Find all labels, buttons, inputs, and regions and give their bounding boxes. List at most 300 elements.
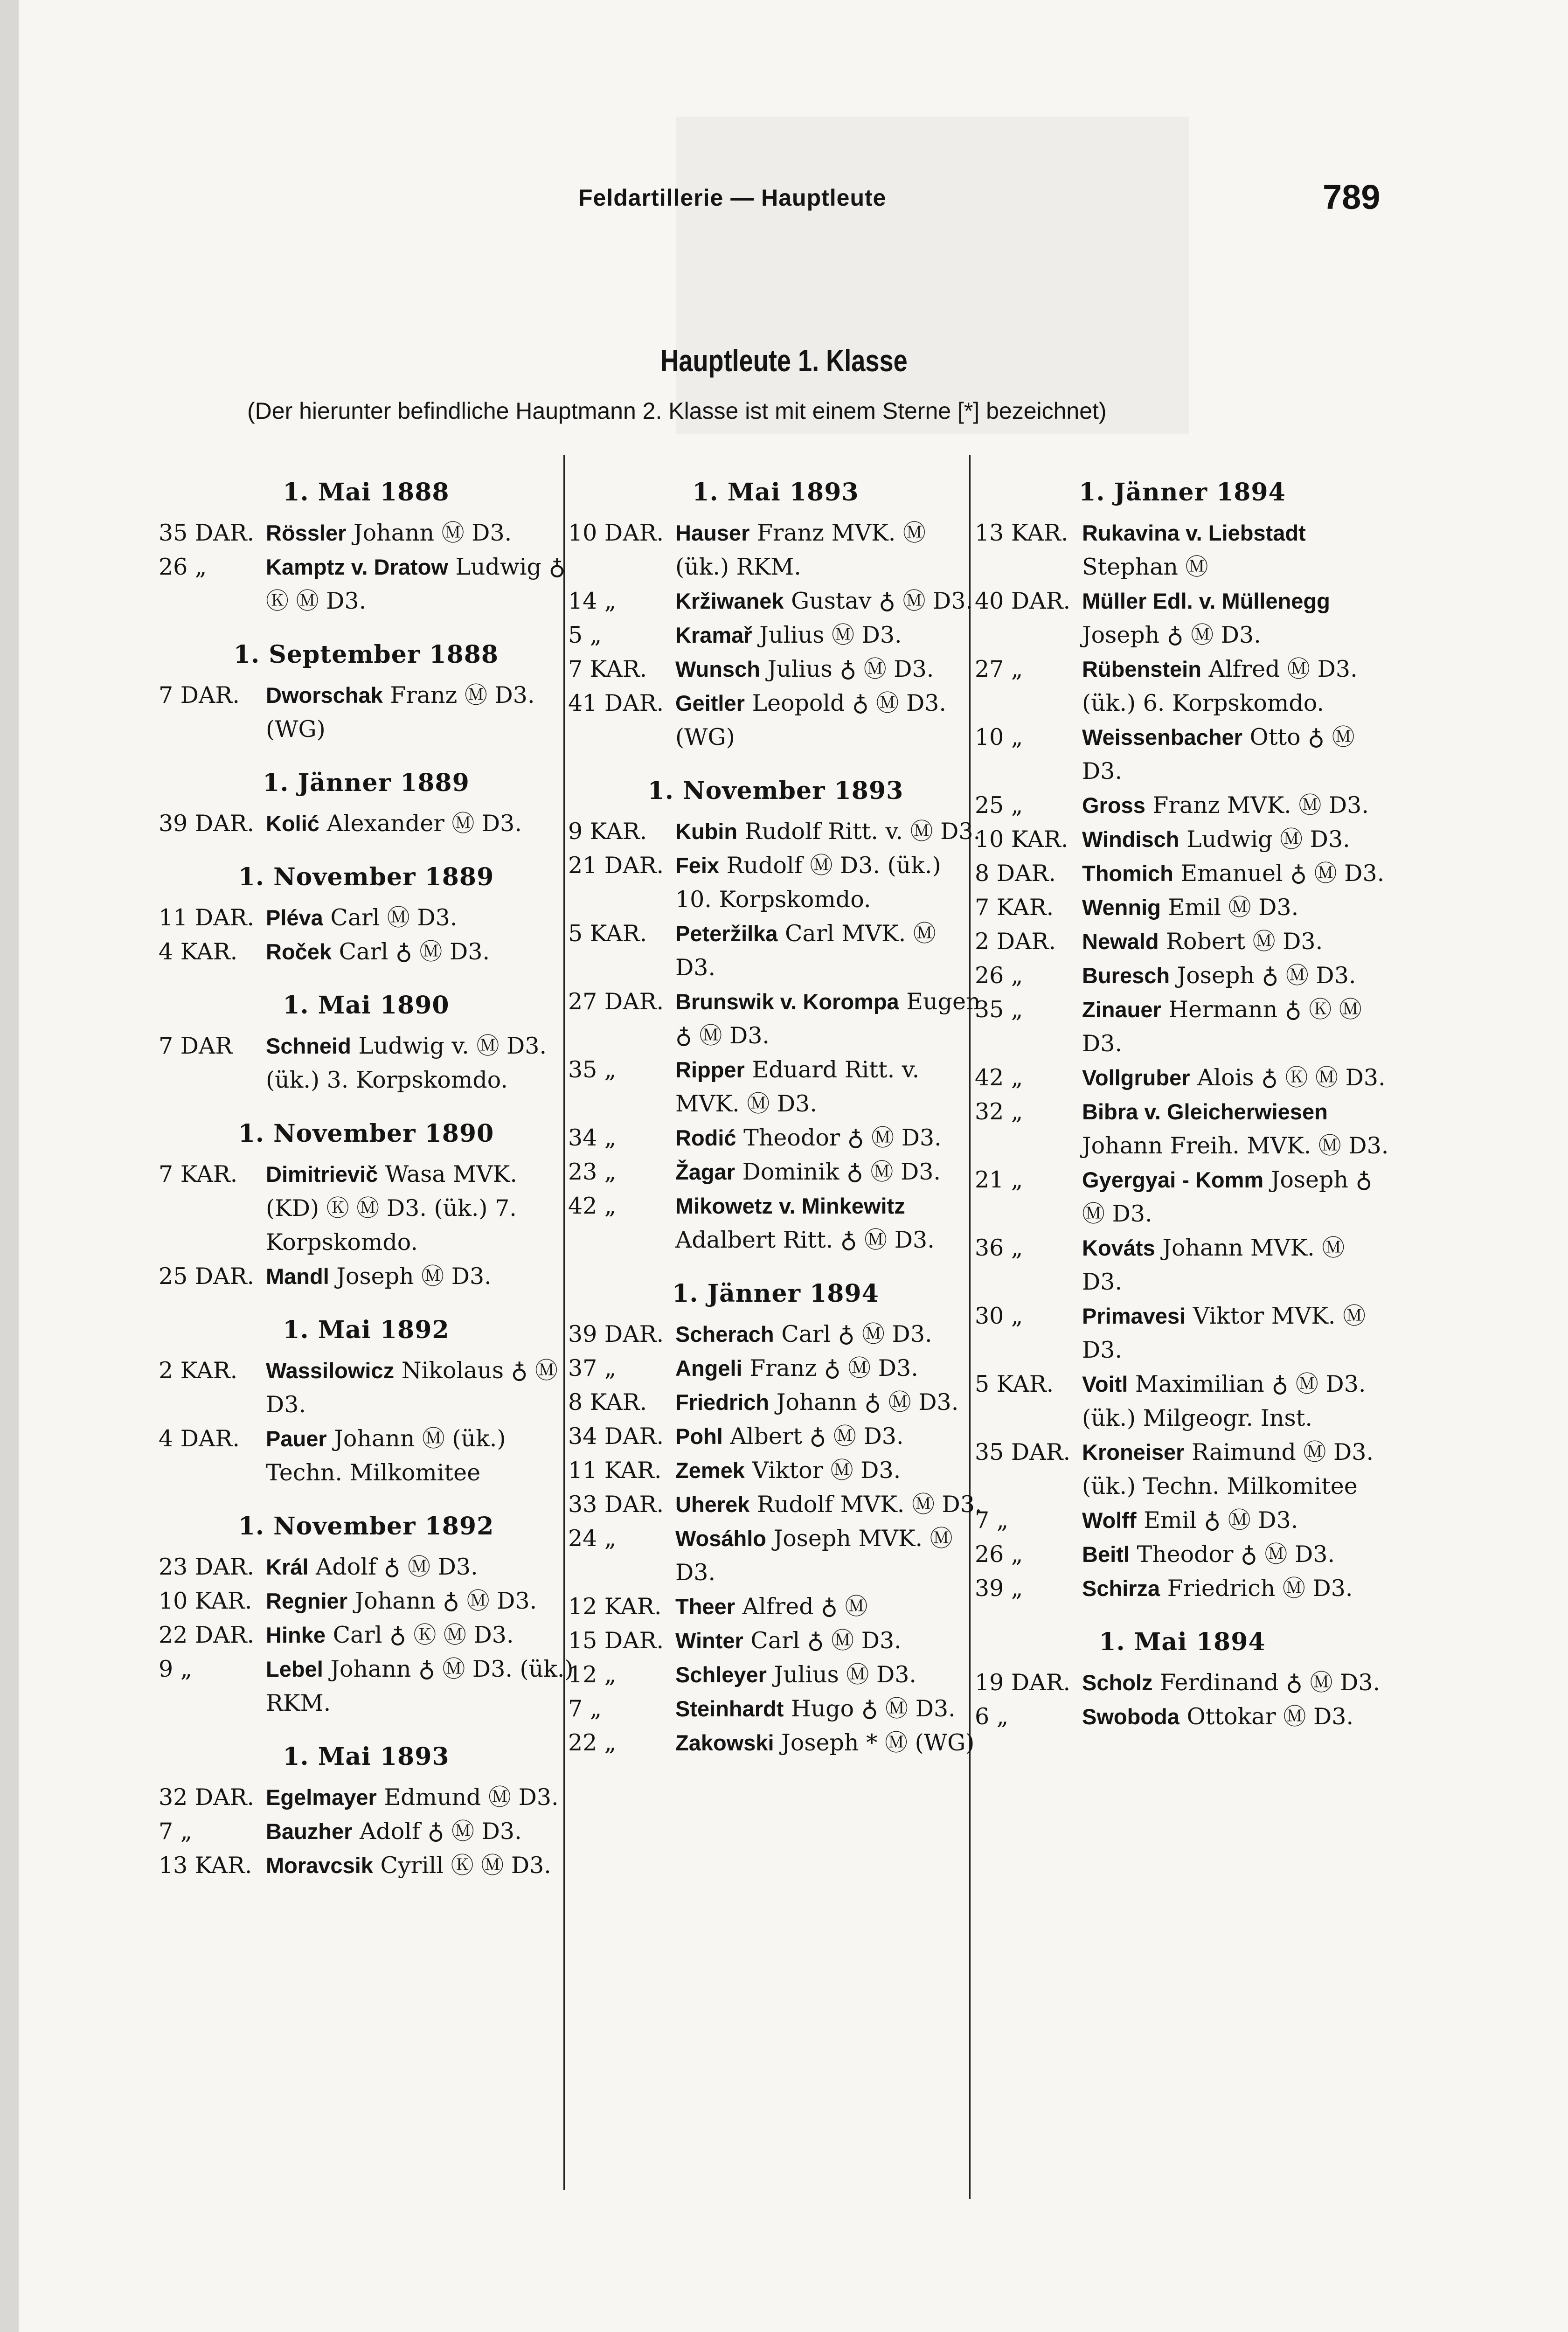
officer-entry (159, 1029, 574, 1097)
regiment-number: 12 KAR. (568, 1593, 662, 1620)
officer-surname: Buresch (1082, 963, 1170, 988)
officer-surname: Kroneiser (1082, 1440, 1185, 1464)
officer-entry (975, 516, 1390, 584)
officer-entry (568, 1155, 983, 1189)
officer-surname: Rössler (266, 521, 347, 545)
regiment-number: 40 DAR. (975, 588, 1071, 614)
officer-entry (975, 1061, 1390, 1095)
officer-details: Alfred Ⓜ D3. (ük.) 6. Korpskomdo. (1082, 656, 1358, 716)
date-heading: 1. Mai 1893 (692, 478, 859, 507)
officer-entry (975, 1503, 1390, 1537)
officer-details: Theodor ♁ Ⓜ D3. (1137, 1541, 1335, 1568)
officer-surname: Kamptz v. Dratow (266, 555, 448, 579)
officer-text (1082, 1503, 1390, 1537)
officer-details: Ludwig ♁ Ⓚ Ⓜ D3. (266, 554, 566, 614)
officer-surname: Theer (675, 1594, 735, 1619)
officer-surname: Gross (1082, 793, 1145, 818)
officer-text (675, 1121, 983, 1155)
officer-text (266, 1652, 574, 1720)
officer-entry (159, 935, 574, 969)
regiment-number: 10 „ (975, 724, 1023, 750)
officer-details: Joseph ♁ Ⓜ D3. (1082, 622, 1261, 648)
officer-surname: Wosáhlo (675, 1526, 766, 1551)
officer-surname: Peteržilka (675, 921, 778, 946)
officer-text (675, 1419, 983, 1453)
regiment-number: 7 „ (568, 1695, 602, 1722)
officer-surname: Král (266, 1555, 309, 1579)
officer-details: Carl MVK. Ⓜ D3. (675, 920, 936, 981)
officer-entry (159, 1259, 574, 1293)
regiment-number: 39 „ (975, 1575, 1023, 1602)
officer-text (675, 516, 983, 584)
officer-text (1082, 924, 1390, 958)
officer-text (1082, 890, 1390, 924)
officer-text (675, 814, 983, 848)
officer-details: Carl Ⓜ D3. (330, 904, 458, 931)
officer-surname: Bauzher (266, 1819, 353, 1844)
officer-surname: Newald (1082, 929, 1159, 954)
officer-text (1082, 1435, 1390, 1503)
officer-entry (975, 1231, 1390, 1299)
officer-details: Julius Ⓜ D3. (774, 1661, 916, 1688)
officer-text (1082, 1299, 1390, 1367)
officer-entry (975, 856, 1390, 890)
officer-surname: Wassilowicz (266, 1358, 395, 1383)
regiment-number: 24 „ (568, 1525, 617, 1552)
officer-details: Joseph Ⓜ D3. (336, 1263, 492, 1290)
officer-text (266, 678, 574, 746)
regiment-number: 8 DAR. (975, 860, 1056, 887)
officer-details: Gustav ♁ Ⓜ D3. (791, 588, 973, 614)
officer-details: Johann Freih. MVK. Ⓜ D3. (1082, 1132, 1389, 1159)
officer-entry (568, 618, 983, 652)
officer-surname: Dworschak (266, 683, 383, 708)
officer-text (1082, 1571, 1390, 1605)
date-heading: 1. Mai 1888 (283, 478, 450, 507)
officer-surname: Zemek (675, 1458, 745, 1483)
officer-surname: Kolić (266, 811, 319, 836)
officer-surname: Schleyer (675, 1662, 767, 1687)
regiment-number: 8 KAR. (568, 1389, 647, 1416)
officer-entry (975, 992, 1390, 1061)
officer-details: Johann Ⓜ D3. (354, 520, 512, 546)
officer-details: Joseph ♁ Ⓜ D3. (1082, 1166, 1373, 1227)
officer-text (266, 550, 574, 618)
officer-surname: Hauser (675, 521, 750, 545)
officer-surname: Wunsch (675, 657, 760, 681)
officer-text (266, 1848, 574, 1882)
regiment-number: 15 DAR. (568, 1627, 664, 1654)
officer-text (675, 1658, 983, 1692)
regiment-number: 10 KAR. (159, 1588, 252, 1614)
officer-entry (159, 1652, 574, 1720)
officer-details: Johann ♁ Ⓜ D3. (ük.) RKM. (266, 1656, 574, 1716)
regiment-number: 35 „ (975, 996, 1023, 1023)
officer-surname: Windisch (1082, 827, 1179, 852)
regiment-number: 7 DAR (159, 1033, 233, 1059)
date-heading: 1. November 1893 (647, 777, 904, 805)
officer-entry (568, 1624, 983, 1658)
officer-entry (975, 788, 1390, 822)
officer-entry (975, 924, 1390, 958)
officer-surname: Hinke (266, 1623, 326, 1647)
regiment-number: 13 KAR. (159, 1852, 252, 1879)
regiment-number: 22 DAR. (159, 1622, 255, 1648)
officer-entry (568, 1351, 983, 1385)
officer-details: Ludwig Ⓜ D3. (1186, 826, 1350, 853)
officer-surname: Kováts (1082, 1235, 1155, 1260)
officer-entry (975, 958, 1390, 992)
officer-entry (568, 686, 983, 754)
officer-entry (159, 1848, 574, 1882)
officer-text (675, 1521, 983, 1589)
date-heading: 1. Jänner 1894 (1079, 478, 1286, 507)
regiment-number: 5 KAR. (975, 1371, 1054, 1397)
officer-text (675, 1487, 983, 1521)
officer-surname: Zakowski (675, 1730, 774, 1755)
officer-details: Adolf ♁ Ⓜ D3. (360, 1818, 522, 1845)
officer-entry (568, 1658, 983, 1692)
officer-surname: Geitler (675, 691, 745, 715)
officer-details: Eduard Ritt. v. MVK. Ⓜ D3. (675, 1056, 920, 1117)
officer-surname: Lebel (266, 1657, 323, 1681)
officer-entry (975, 584, 1390, 652)
column-2 (568, 478, 983, 1760)
section-title: Hauptleute 1. Klasse (660, 343, 908, 378)
officer-text (266, 806, 574, 840)
regiment-number: 32 „ (975, 1098, 1023, 1125)
officer-surname: Angeli (675, 1356, 742, 1381)
officer-text (675, 1155, 983, 1189)
date-heading: 1. September 1888 (233, 640, 499, 669)
officer-details: Raimund Ⓜ D3. (ük.) Techn. Milkomitee (1082, 1439, 1374, 1499)
officer-surname: Schneid (266, 1034, 351, 1058)
regiment-number: 22 „ (568, 1729, 617, 1756)
officer-details: Johann ♁ Ⓜ D3. (354, 1588, 537, 1614)
officer-surname: Pauer (266, 1426, 327, 1451)
regiment-number: 34 „ (568, 1124, 617, 1151)
officer-text (1082, 1367, 1390, 1435)
officer-entry (568, 1385, 983, 1419)
regiment-number: 39 DAR. (159, 810, 255, 837)
officer-surname: Winter (675, 1628, 743, 1653)
officer-surname: Mikowetz v. Minkewitz (675, 1194, 905, 1218)
officer-text (1082, 992, 1390, 1061)
regiment-number: 9 KAR. (568, 818, 647, 845)
officer-details: Wasa MVK. (KD) Ⓚ Ⓜ D3. (ük.) 7. Korpskomdo. (266, 1161, 517, 1256)
officer-entry (159, 1422, 574, 1490)
regiment-number: 35 „ (568, 1056, 617, 1083)
officer-details: Albert ♁ Ⓜ D3. (730, 1423, 904, 1450)
officer-surname: Swoboda (1082, 1704, 1179, 1729)
officer-surname: Pohl (675, 1424, 723, 1449)
regiment-number: 25 „ (975, 792, 1023, 819)
officer-surname: Friedrich (675, 1390, 770, 1415)
officer-details: Carl ♁ Ⓜ D3. (339, 938, 490, 965)
regiment-number: 10 DAR. (568, 520, 664, 546)
regiment-number: 6 „ (975, 1703, 1009, 1730)
officer-entry (568, 1121, 983, 1155)
officer-details: Ferdinand ♁ Ⓜ D3. (1160, 1669, 1381, 1696)
officer-details: Alois ♁ Ⓚ Ⓜ D3. (1197, 1064, 1386, 1091)
officer-surname: Roček (266, 939, 332, 964)
officer-entry (568, 1053, 983, 1121)
officer-surname: Steinhardt (675, 1696, 784, 1721)
officer-text (675, 1317, 983, 1351)
date-heading: 1. Jänner 1889 (263, 769, 470, 797)
officer-entry (568, 1419, 983, 1453)
officer-text (266, 1550, 574, 1584)
officer-details: Johann Ⓜ (ük.) Techn. Milkomitee (266, 1425, 506, 1486)
regiment-number: 7 „ (159, 1818, 193, 1845)
officer-entry (159, 1550, 574, 1584)
officer-details: Maximilian ♁ Ⓜ D3. (ük.) Milgeogr. Inst. (1082, 1371, 1366, 1431)
regiment-number: 36 „ (975, 1235, 1023, 1261)
officer-details: Franz Ⓜ D3. (WG) (266, 682, 535, 743)
officer-text (1082, 720, 1390, 788)
officer-entry (159, 1618, 574, 1652)
officer-details: Rudolf Ⓜ D3. (ük.) 10. Korpskomdo. (675, 852, 941, 913)
regiment-number: 19 DAR. (975, 1669, 1071, 1696)
officer-entry (568, 1726, 983, 1760)
officer-text (675, 1624, 983, 1658)
regiment-number: 35 DAR. (159, 520, 255, 546)
officer-text (1082, 1231, 1390, 1299)
officer-entry (159, 516, 574, 550)
officer-details: Joseph MVK. Ⓜ D3. (675, 1525, 953, 1586)
officer-entry (568, 1453, 983, 1487)
officer-text (266, 1422, 574, 1490)
regiment-number: 33 DAR. (568, 1491, 664, 1518)
date-heading: 1. Jänner 1894 (672, 1279, 879, 1308)
officer-details: Cyrill Ⓚ Ⓜ D3. (380, 1852, 551, 1879)
officer-surname: Egelmayer (266, 1785, 377, 1810)
regiment-number: 12 „ (568, 1661, 617, 1688)
officer-text (266, 1029, 574, 1097)
officer-text (675, 1692, 983, 1726)
officer-surname: Rukavina v. Liebstadt (1082, 521, 1306, 545)
officer-details: Adalbert Ritt. ♁ Ⓜ D3. (675, 1227, 935, 1253)
officer-entry (568, 1487, 983, 1521)
running-header: Feldartillerie — Hauptleute (578, 185, 887, 211)
officer-details: Alexander Ⓜ D3. (326, 810, 522, 837)
officer-entry (568, 584, 983, 618)
regiment-number: 26 „ (159, 554, 207, 580)
regiment-number: 23 „ (568, 1159, 617, 1185)
officer-entry (159, 806, 574, 840)
officer-surname: Zinauer (1082, 997, 1161, 1022)
officer-text (675, 1053, 983, 1121)
officer-text (675, 848, 983, 916)
officer-details: Johann MVK. Ⓜ D3. (1082, 1235, 1345, 1295)
officer-entry (159, 901, 574, 935)
regiment-number: 11 DAR. (159, 904, 255, 931)
officer-text (675, 1385, 983, 1419)
officer-text (1082, 1700, 1390, 1734)
officer-text (1082, 856, 1390, 890)
officer-entry (568, 516, 983, 584)
officer-text (266, 901, 574, 935)
regiment-number: 35 DAR. (975, 1439, 1071, 1465)
officer-surname: Ripper (675, 1057, 745, 1082)
officer-text (1082, 1061, 1390, 1095)
officer-entry (975, 1571, 1390, 1605)
officer-surname: Rübenstein (1082, 657, 1201, 681)
column-3 (975, 478, 1390, 1734)
officer-entry (568, 1189, 983, 1257)
officer-entry (975, 1095, 1390, 1163)
officer-details: Robert Ⓜ D3. (1166, 928, 1323, 955)
date-heading: 1. November 1889 (238, 863, 494, 891)
officer-details: Julius Ⓜ D3. (759, 622, 902, 648)
regiment-number: 37 „ (568, 1355, 617, 1381)
officer-details: Stephan Ⓜ (1082, 554, 1208, 580)
officer-surname: Pléva (266, 905, 323, 930)
officer-surname: Uherek (675, 1492, 750, 1517)
officer-details: Emil ♁ Ⓜ D3. (1144, 1507, 1298, 1534)
officer-text (675, 916, 983, 985)
officer-text (675, 652, 983, 686)
officer-text (266, 1259, 574, 1293)
officer-text (266, 1780, 574, 1814)
officer-entry (975, 1367, 1390, 1435)
regiment-number: 7 DAR. (159, 682, 240, 708)
officer-surname: Scherach (675, 1322, 774, 1346)
officer-details: Franz MVK. Ⓜ (ük.) RKM. (675, 520, 926, 580)
officer-text (266, 935, 574, 969)
officer-text (675, 985, 983, 1053)
regiment-number: 9 „ (159, 1656, 193, 1682)
officer-text (266, 516, 574, 550)
date-heading: 1. November 1892 (238, 1512, 494, 1541)
regiment-number: 11 KAR. (568, 1457, 662, 1484)
officer-details: Julius ♁ Ⓜ D3. (767, 656, 934, 682)
regiment-number: 42 „ (568, 1193, 617, 1219)
officer-entry (159, 1157, 574, 1259)
officer-surname: Mandl (266, 1264, 329, 1289)
date-heading: 1. Mai 1890 (283, 991, 450, 1020)
officer-text (266, 1618, 574, 1652)
officer-details: Dominik ♁ Ⓜ D3. (742, 1159, 941, 1185)
officer-entry (159, 550, 574, 618)
officer-text (266, 1584, 574, 1618)
officer-surname: Wolff (1082, 1508, 1137, 1533)
regiment-number: 14 „ (568, 588, 617, 614)
officer-details: Viktor Ⓜ D3. (752, 1457, 901, 1484)
officer-details: Emanuel ♁ Ⓜ D3. (1180, 860, 1385, 887)
regiment-number: 21 „ (975, 1166, 1023, 1193)
officer-text (266, 1814, 574, 1848)
officer-surname: Kramař (675, 623, 752, 647)
date-heading: 1. Mai 1893 (283, 1742, 450, 1771)
regiment-number: 7 KAR. (975, 894, 1054, 921)
officer-text (1082, 1537, 1390, 1571)
officer-text (1082, 584, 1390, 652)
officer-surname: Thomich (1082, 861, 1173, 886)
officer-entry (159, 1780, 574, 1814)
officer-text (675, 1189, 983, 1257)
regiment-number: 27 DAR. (568, 988, 664, 1015)
regiment-number: 5 KAR. (568, 920, 647, 947)
regiment-number: 10 KAR. (975, 826, 1068, 853)
regiment-number: 2 DAR. (975, 928, 1056, 955)
officer-entry (568, 1317, 983, 1351)
officer-surname: Vollgruber (1082, 1065, 1190, 1090)
officer-details: Carl ♁ Ⓜ D3. (750, 1627, 902, 1654)
officer-entry (159, 1584, 574, 1618)
officer-details: Rudolf Ritt. v. Ⓜ D3. (744, 818, 981, 845)
section-subtitle: (Der hierunter befindliche Hauptmann 2. Klasse ist mit einem Sterne [*] bezeichnet) (247, 398, 1107, 424)
regiment-number: 27 „ (975, 656, 1023, 682)
officer-details: Joseph * Ⓜ (WG) (781, 1729, 975, 1756)
officer-entry (975, 1435, 1390, 1503)
officer-details: Viktor MVK. Ⓜ D3. (1082, 1303, 1366, 1363)
officer-details: Franz ♁ Ⓜ D3. (749, 1355, 918, 1381)
regiment-number: 5 „ (568, 622, 602, 648)
page-number: 789 (1323, 178, 1381, 216)
officer-details: Franz MVK. Ⓜ D3. (1152, 792, 1369, 819)
officer-surname: Kržiwanek (675, 589, 784, 613)
officer-entry (975, 1299, 1390, 1367)
officer-text (266, 1157, 574, 1259)
officer-text (675, 1726, 983, 1760)
officer-text (1082, 652, 1390, 720)
officer-entry (159, 678, 574, 746)
officer-surname: Brunswik v. Korompa (675, 989, 899, 1014)
officer-text (1082, 516, 1390, 584)
officer-details: Carl ♁ Ⓜ D3. (781, 1321, 932, 1347)
regiment-number: 30 „ (975, 1303, 1023, 1329)
officer-surname: Kubin (675, 819, 738, 844)
regiment-number: 41 DAR. (568, 690, 664, 716)
officer-entry (568, 1589, 983, 1624)
officer-details: Eugen ♁ Ⓜ D3. (675, 988, 981, 1049)
officer-entry (568, 848, 983, 916)
officer-text (1082, 822, 1390, 856)
officer-entry (568, 814, 983, 848)
officer-details: Adolf ♁ Ⓜ D3. (316, 1554, 478, 1580)
officer-surname: Rodić (675, 1125, 736, 1150)
officer-details: Rudolf MVK. Ⓜ D3. (756, 1491, 982, 1518)
officer-surname: Müller Edl. v. Müllenegg (1082, 589, 1330, 613)
officer-text (675, 618, 983, 652)
officer-entry (568, 985, 983, 1053)
date-heading: 1. Mai 1892 (283, 1316, 450, 1344)
regiment-number: 4 KAR. (159, 938, 238, 965)
officer-details: Joseph ♁ Ⓜ D3. (1177, 962, 1356, 989)
regiment-number: 7 KAR. (159, 1161, 238, 1187)
officer-entry (975, 652, 1390, 720)
officer-entry (568, 652, 983, 686)
officer-surname: Feix (675, 853, 720, 878)
officer-details: Friedrich Ⓜ D3. (1167, 1575, 1353, 1602)
officer-entry (568, 1692, 983, 1726)
regiment-number: 39 DAR. (568, 1321, 664, 1347)
officer-details: Hermann ♁ Ⓚ Ⓜ D3. (1082, 996, 1362, 1057)
officer-entry (975, 822, 1390, 856)
officer-surname: Voitl (1082, 1372, 1128, 1396)
officer-details: Carl ♁ Ⓚ Ⓜ D3. (333, 1622, 514, 1648)
regiment-number: 32 DAR. (159, 1784, 255, 1811)
officer-surname: Primavesi (1082, 1304, 1186, 1328)
officer-surname: Beitl (1082, 1542, 1130, 1567)
officer-surname: Dimitrievič (266, 1162, 378, 1187)
officer-entry (568, 1521, 983, 1589)
officer-text (266, 1353, 574, 1422)
regiment-number: 26 „ (975, 1541, 1023, 1568)
officer-surname: Bibra v. Gleicherwiesen (1082, 1099, 1328, 1124)
officer-details: Johann ♁ Ⓜ D3. (776, 1389, 959, 1416)
